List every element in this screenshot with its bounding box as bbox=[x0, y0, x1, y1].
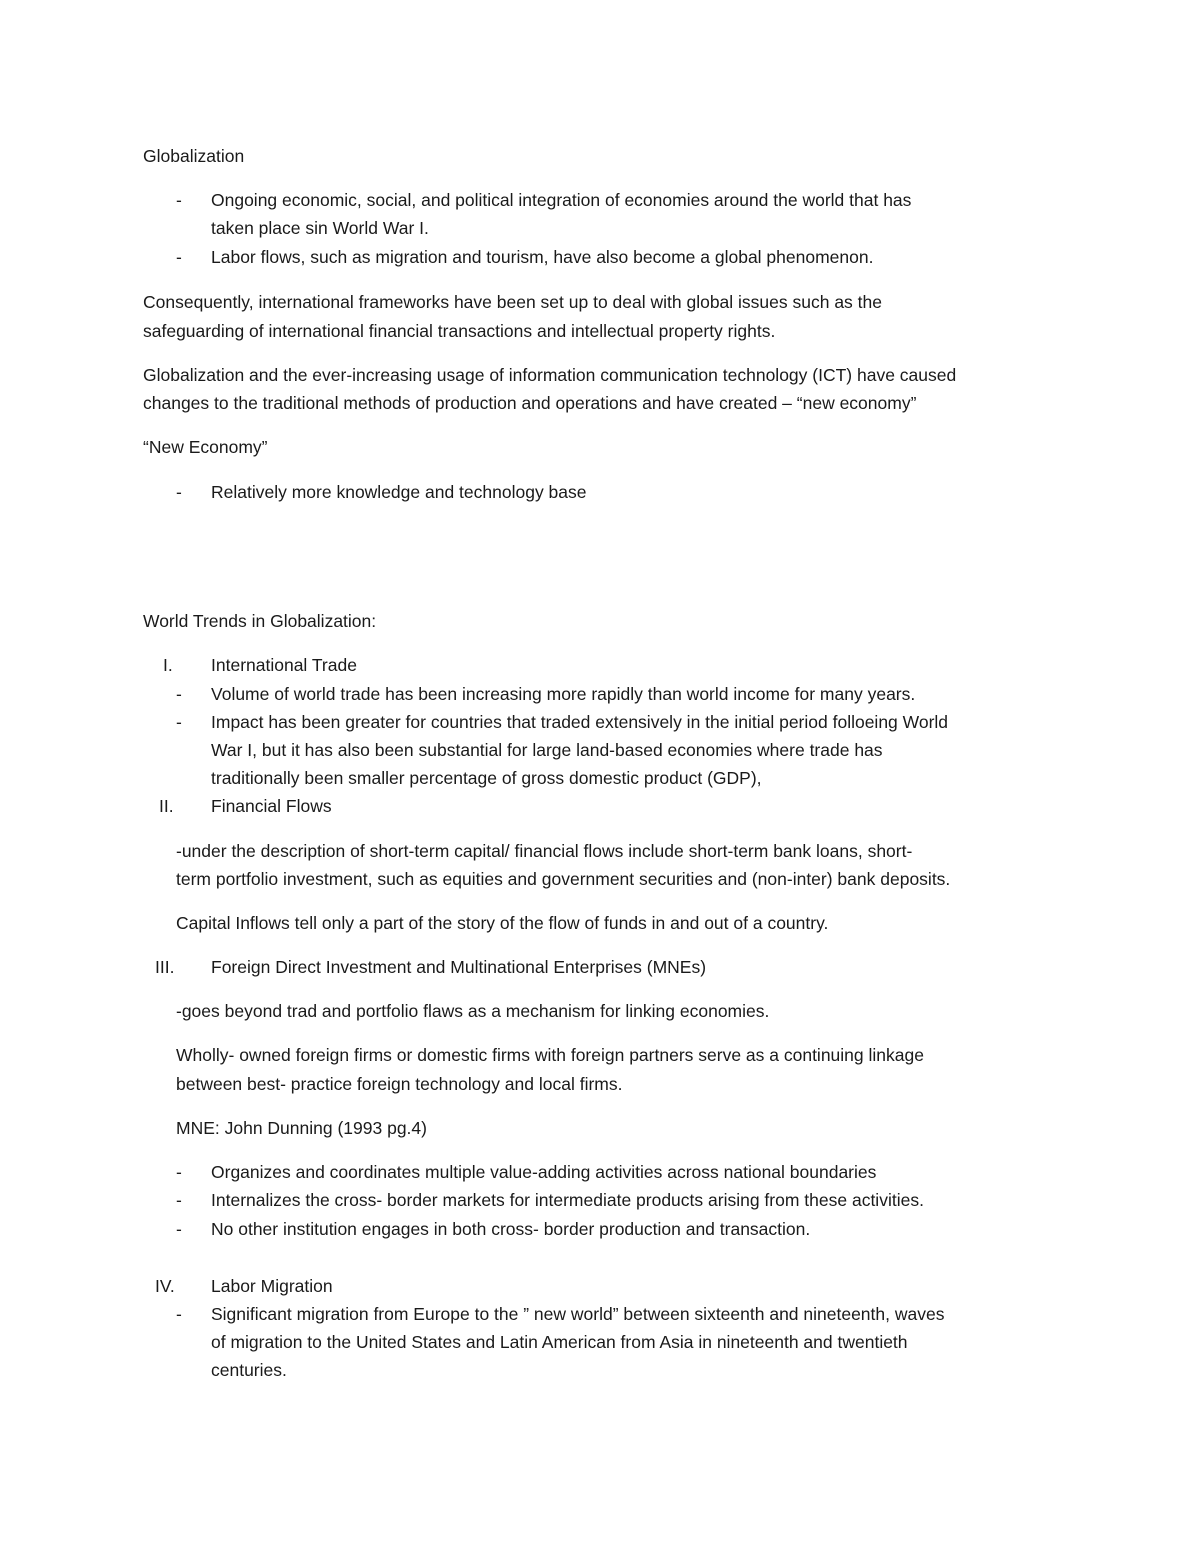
labor-migration-title: Labor Migration bbox=[211, 1276, 333, 1296]
trade-bullet-1: Volume of world trade has been increasing more rapidly than world income for many years. bbox=[211, 684, 916, 704]
intro-bullet-1-line-2: taken place sin World War I. bbox=[211, 218, 429, 238]
dash-marker: - bbox=[176, 1219, 182, 1239]
dash-marker: - bbox=[176, 712, 182, 732]
ict-paragraph-line-1: Globalization and the ever-increasing usage of information communication technology (ICT) have caused bbox=[143, 365, 957, 385]
labor-bullet-line-3: centuries. bbox=[211, 1360, 287, 1380]
dash-marker: - bbox=[176, 482, 182, 502]
labor-bullet-line-2: of migration to the United States and Latin American from Asia in nineteenth and twentieth bbox=[211, 1332, 908, 1352]
intro-bullet-1-line-1: Ongoing economic, social, and political integration of economies around the world that has bbox=[211, 190, 912, 210]
financial-paragraph-line-1: -under the description of short-term capital/ financial flows include short-term bank loans, short- bbox=[176, 841, 913, 861]
dash-marker: - bbox=[176, 1304, 182, 1324]
world-trends-heading: World Trends in Globalization: bbox=[143, 611, 377, 631]
financial-flows-title: Financial Flows bbox=[211, 796, 332, 816]
mne-bullet-3: No other institution engages in both cross- border production and transaction. bbox=[211, 1219, 811, 1239]
dash-marker: - bbox=[176, 684, 182, 704]
intro-bullet-2: Labor flows, such as migration and tourism, have also become a global phenomenon. bbox=[211, 247, 874, 267]
trade-bullet-2-line-2: War I, but it has also been substantial for large land-based economies where trade has bbox=[211, 740, 883, 760]
dash-marker: - bbox=[176, 1162, 182, 1182]
mne-bullet-2: Internalizes the cross- border markets for intermediate products arising from these activities. bbox=[211, 1190, 924, 1210]
roman-numeral-i: I. bbox=[163, 655, 173, 675]
financial-paragraph-line-2: term portfolio investment, such as equities and government securities and (non-inter) bank deposits. bbox=[176, 869, 951, 889]
mne-reference: MNE: John Dunning (1993 pg.4) bbox=[176, 1118, 427, 1138]
trade-bullet-2-line-3: traditionally been smaller percentage of gross domestic product (GDP), bbox=[211, 768, 762, 788]
labor-bullet-line-1: Significant migration from Europe to the ” new world” between sixteenth and nineteenth, waves bbox=[211, 1304, 945, 1324]
mne-bullet-1: Organizes and coordinates multiple value-adding activities across national boundaries bbox=[211, 1162, 877, 1182]
dash-marker: - bbox=[176, 1190, 182, 1210]
new-economy-heading: “New Economy” bbox=[143, 437, 268, 457]
roman-numeral-ii: II. bbox=[159, 796, 174, 816]
new-economy-bullet: Relatively more knowledge and technology base bbox=[211, 482, 587, 502]
roman-numeral-iv: IV. bbox=[155, 1276, 175, 1296]
international-trade-title: International Trade bbox=[211, 655, 357, 675]
fdi-paragraph-1: -goes beyond trad and portfolio flaws as a mechanism for linking economies. bbox=[176, 1001, 770, 1021]
dash-marker: - bbox=[176, 247, 182, 267]
dash-marker: - bbox=[176, 190, 182, 210]
consequently-paragraph-line-1: Consequently, international frameworks have been set up to deal with global issues such as the bbox=[143, 292, 882, 312]
fdi-paragraph-2-line-2: between best- practice foreign technology and local firms. bbox=[176, 1074, 623, 1094]
document-title: Globalization bbox=[143, 146, 245, 166]
capital-inflows-paragraph: Capital Inflows tell only a part of the story of the flow of funds in and out of a country. bbox=[176, 913, 829, 933]
consequently-paragraph-line-2: safeguarding of international financial transactions and intellectual property rights. bbox=[143, 321, 776, 341]
trade-bullet-2-line-1: Impact has been greater for countries that traded extensively in the initial period folloeing World bbox=[211, 712, 949, 732]
ict-paragraph-line-2: changes to the traditional methods of production and operations and have created – “new economy” bbox=[143, 393, 917, 413]
fdi-title: Foreign Direct Investment and Multinational Enterprises (MNEs) bbox=[211, 957, 707, 977]
roman-numeral-iii: III. bbox=[155, 957, 175, 977]
fdi-paragraph-2-line-1: Wholly- owned foreign firms or domestic firms with foreign partners serve as a continuing linkage bbox=[176, 1045, 924, 1065]
